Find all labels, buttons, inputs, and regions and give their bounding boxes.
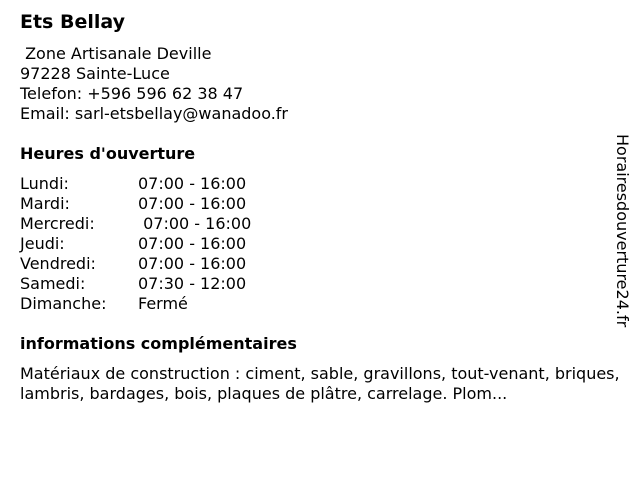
time-range: 07:00 - 16:00 <box>138 194 247 213</box>
hours-row-sunday <box>20 294 251 314</box>
hours-row-tuesday <box>20 194 251 214</box>
time-range: Fermé <box>138 294 188 313</box>
day-label: Dimanche: <box>20 294 107 313</box>
opening-hours-list <box>20 174 251 314</box>
hours-row-saturday <box>20 274 251 294</box>
phone-line: Telefon: +596 596 62 38 47 <box>20 84 244 103</box>
site-watermark: Horairesdouverture24.fr <box>613 134 632 328</box>
hours-row-monday <box>20 174 251 194</box>
address-line-city: 97228 Sainte-Luce <box>20 64 170 83</box>
day-label: Lundi: <box>20 174 69 193</box>
day-label: Mardi: <box>20 194 70 213</box>
address-line-street: Zone Artisanale Deville <box>20 44 212 63</box>
additional-info-text: Matériaux de construction : ciment, sable, gravillons, tout-venant, briques, lambris, bardages, bois, plaques de plâtre, carrelage. Plom... <box>20 364 620 403</box>
time-range: 07:00 - 16:00 <box>138 234 247 253</box>
hours-row-thursday <box>20 234 251 254</box>
day-label: Vendredi: <box>20 254 96 273</box>
day-label: Mercredi: <box>20 214 95 233</box>
time-range: 07:30 - 12:00 <box>138 274 247 293</box>
day-label: Jeudi: <box>20 234 65 253</box>
time-range: 07:00 - 16:00 <box>138 254 247 273</box>
contact-block <box>20 44 288 124</box>
time-range: 07:00 - 16:00 <box>138 174 247 193</box>
hours-row-friday <box>20 254 251 274</box>
opening-hours-heading: Heures d'ouverture <box>20 144 196 163</box>
business-name: Ets Bellay <box>20 11 126 33</box>
additional-info-heading: informations complémentaires <box>20 334 297 353</box>
day-label: Samedi: <box>20 274 86 293</box>
time-range: 07:00 - 16:00 <box>138 214 252 233</box>
email-line: Email: sarl-etsbellay@wanadoo.fr <box>20 104 289 123</box>
hours-row-wednesday <box>20 214 251 234</box>
